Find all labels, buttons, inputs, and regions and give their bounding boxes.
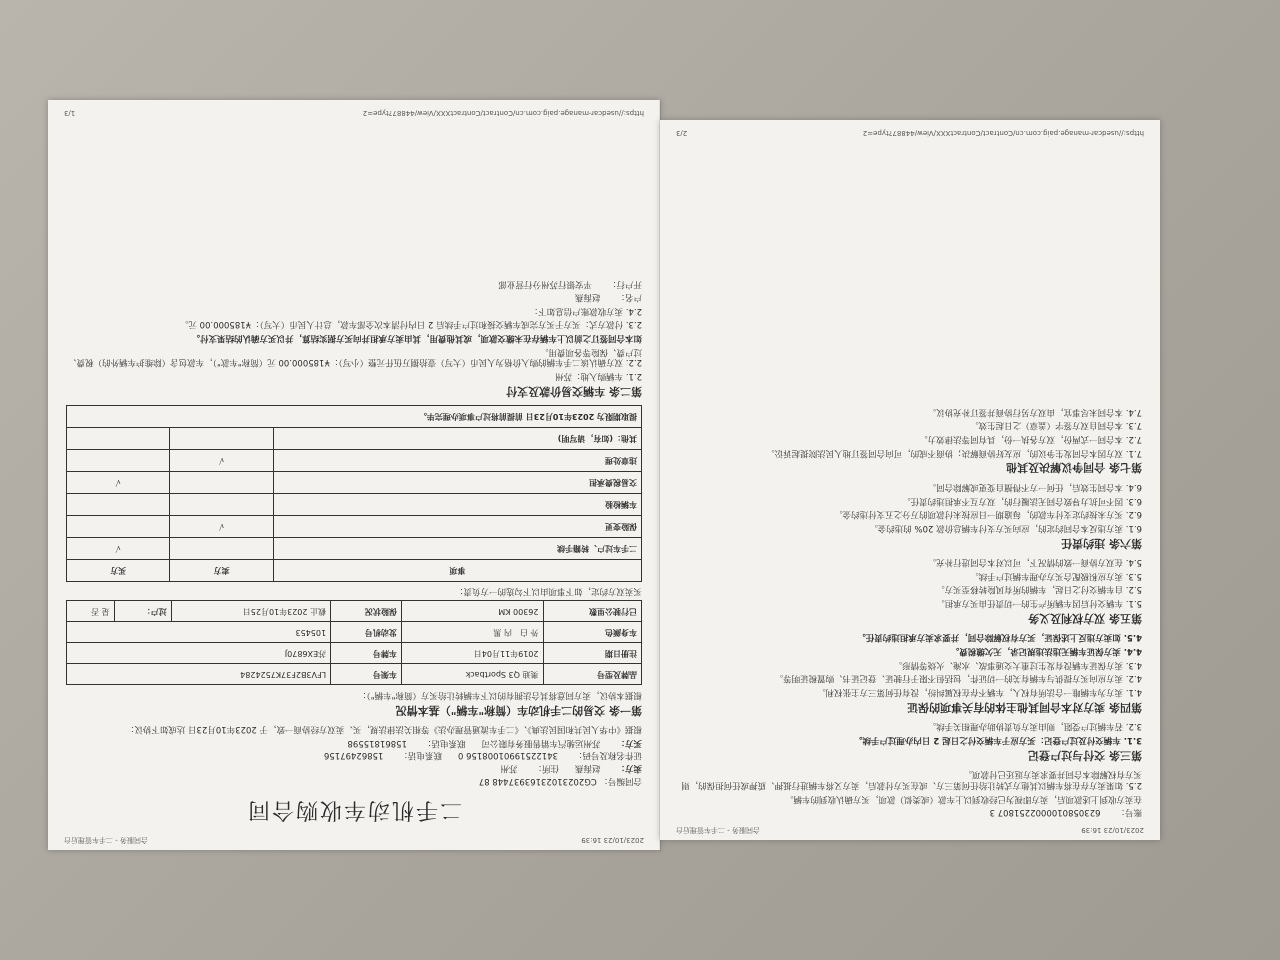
article-1-note: 根据本协议，卖方同意将其合法拥有的以下车辆转让给买方（简称"车辆"）： xyxy=(357,689,642,700)
row-buyer-mark: √ xyxy=(67,537,170,559)
id-value: 34122519901008156 0 xyxy=(457,750,558,761)
seller-id-row xyxy=(66,750,642,761)
insurance-label: 保险状况 xyxy=(331,601,402,622)
clause-2-4b: 在卖方收到上述款项后，卖方即视为已经收到以上车款（或类似）款项，买方确认收到的车辆。 xyxy=(784,793,1142,804)
row-item: 其他：(如有，请写明) xyxy=(273,427,641,449)
clause-4-3: 4.3. 卖方保证车辆没有发生过重大交通事故、水淹、火烧等情形。 xyxy=(893,659,1142,670)
row-item: 交易税费承担 xyxy=(273,471,641,493)
table-row xyxy=(67,427,642,449)
transfer-label: 过户： xyxy=(114,601,171,622)
account-name: 赵海燕 xyxy=(574,292,601,303)
mileage-value: 26300 KM xyxy=(401,601,543,622)
clause-5-2: 5.2. 自车辆交付之日起，车辆的所有风险转移至买方。 xyxy=(936,584,1142,595)
article-3-heading: 第三条 交付与过户登记 xyxy=(1028,748,1142,762)
row-buyer-mark xyxy=(67,515,170,537)
article-5-heading: 第五条 双方权利及义务 xyxy=(1028,611,1142,625)
clause-5-3: 5.3. 卖方应积极配合买方办理车辆过户手续。 xyxy=(970,570,1142,581)
clause-7-4: 7.4. 本合同未尽事宜，由双方另行协商并签订补充协议。 xyxy=(927,406,1142,417)
reg-date-label: 注册日期 xyxy=(543,643,641,664)
clause-4-2: 4.2. 卖方应向买方提供与车辆有关的一切证件，包括但不限于行驶证、登记证书、购置税证明等。 xyxy=(774,673,1142,684)
print-header xyxy=(660,825,1160,840)
color-exterior: 外 白 xyxy=(519,628,539,638)
article-4-heading: 第四条 卖方对本合同其他主体的有关事项的保证 xyxy=(907,700,1142,714)
vehicle-info-table xyxy=(66,600,642,685)
phone-label: 联系电话： xyxy=(399,750,442,761)
clause-2-2: 2.2. 双方确认该二手车辆的购入价格为人民币（大写）壹拾捌万伍仟元整（小写）：¥185000.00 元（简称"车款"），车款包含（除维护车辆外的）税费、过户费、保险等各项费用。 xyxy=(68,346,642,368)
buyer-row xyxy=(66,737,642,748)
clause-4-5: 4.5. 如卖方违反上述保证，买方有权解除合同，并要求卖方承担违约责任。 xyxy=(857,632,1142,643)
table-row xyxy=(67,471,642,493)
print-footer xyxy=(676,128,1144,137)
deliverables-intro: 买卖双方约定，如下事项由以下勾选的一方负责： xyxy=(454,586,642,597)
table-note-row xyxy=(67,405,642,427)
footer-url: https://usedcar-manage.paig.com.cn/Contract/ContractXXX/View/44887?type=2 xyxy=(362,108,644,117)
clause-5-1: 5.1. 车辆交付后因车辆所产生的一切责任由买方承担。 xyxy=(936,598,1142,609)
clause-5-4: 5.4. 在双方协商一致的情况下，可以对本合同进行补充。 xyxy=(927,557,1142,568)
insurance-value: 截止 2023年10月25日 xyxy=(171,601,330,622)
clause-6-3: 6.3. 因不可抗力导致合同无法履行的，双方互不承担违约责任。 xyxy=(902,495,1142,506)
clause-6-1: 6.1. 卖方违反本合同约定的，应向买方支付车辆总价款 20% 的违约金。 xyxy=(869,522,1142,533)
contract-page-2 xyxy=(660,120,1160,840)
table-row xyxy=(67,537,642,559)
print-header-title: 合同服务 - 二手车管理后台 xyxy=(676,826,760,834)
clause-2-warning: 如本合同签订之前以上车辆存在未缴交款项，或其他费用，其由卖方承担并向买方据实结算，并以买方确认的结果支付。 xyxy=(191,333,642,343)
color-label: 车身颜色 xyxy=(543,622,641,643)
row-item: 保险变更 xyxy=(273,515,641,537)
row-item: 车辆检验 xyxy=(273,493,641,515)
reg-date-value: 2019年11月04日 xyxy=(401,643,543,664)
row-buyer-mark xyxy=(67,427,170,449)
print-header xyxy=(48,835,660,850)
col-seller: 卖方 xyxy=(170,559,273,581)
responsibility-table xyxy=(66,405,642,582)
bank-name: 平安银行苏州分行营业部 xyxy=(498,279,592,290)
row-buyer-mark xyxy=(67,493,170,515)
buyer-phone-label: 联系电话： xyxy=(422,737,466,748)
bank-label: 开户行： xyxy=(607,279,642,290)
id-label: 证件名称及号码： xyxy=(573,750,642,761)
contract-no: CG20231023163937448 87 xyxy=(478,775,597,786)
bank-row xyxy=(66,279,642,290)
clause-2-1: 2.1. 车辆购入地：苏州 xyxy=(555,370,642,381)
engine-value: 105453 xyxy=(67,622,331,643)
engine-label: 发动机号 xyxy=(331,622,402,643)
table-row xyxy=(67,493,642,515)
article-6-heading: 第六条 违约责任 xyxy=(1061,536,1142,550)
clause-4-1: 4.1. 卖方为车辆唯一合法所有权人，车辆不存在权属纠纷，没有任何第三方主张权利。 xyxy=(817,687,1142,697)
row-seller-mark: √ xyxy=(170,449,273,471)
clause-2-3: 2.3. 付款方式：买方于买方完成车辆交接和过户手续后 2 日内付清本次全部车款，总计人民币（大写）：¥185000.00 元。 xyxy=(179,319,642,330)
row-item: 违章处理 xyxy=(273,449,641,471)
deliverables-note: 提取期限为 2023年10月23日 前提前将过户事项办理完毕。 xyxy=(67,405,642,427)
color-interior: 内 黑 xyxy=(493,628,512,638)
clause-7-3: 7.3. 本合同自双方签字（盖章）之日起生效。 xyxy=(970,420,1142,431)
footer-url: https://usedcar-manage.paig.com.cn/Contract/ContractXXX/View/44887?type=2 xyxy=(862,128,1144,137)
seller-name: 赵海燕 xyxy=(574,763,601,774)
address-label: 住所： xyxy=(533,763,559,774)
address: 苏州 xyxy=(500,763,518,774)
row-buyer-mark xyxy=(67,449,170,471)
contract-title: 二手机动车收购合同 xyxy=(246,797,463,823)
contract-no-label: 合同编号： xyxy=(599,775,642,786)
clause-4-4: 4.4. 卖方保证车辆无违法违规记录，无欠缴税费。 xyxy=(950,646,1142,657)
clause-3-2: 3.2. 若车辆过户受阻，则由卖方负责协助办理相关手续。 xyxy=(927,721,1142,732)
row-item: 二手车过户、转籍手续 xyxy=(273,537,641,559)
clause-3-1: 3.1. 车辆交付及过户登记：买方应于车辆交付之日起 2 日内办理过户手续。 xyxy=(853,735,1142,745)
clause-7-2: 7.2. 本合同一式两份，双方各执一份，具有同等法律效力。 xyxy=(919,434,1142,444)
row-seller-mark: √ xyxy=(170,515,273,537)
buyer-phone: 15861815598 xyxy=(347,737,407,748)
brand-label: 品牌及型号 xyxy=(543,664,641,685)
print-time: 2023/10/23 16:39 xyxy=(581,836,644,844)
print-time: 2023/10/23 16:39 xyxy=(1081,826,1144,834)
account-number-row xyxy=(678,807,1142,818)
account-no-label: 账号： xyxy=(1116,807,1142,818)
account-no: 6230580100002251807 3 xyxy=(989,807,1101,818)
preamble: 根据《中华人民共和国民法典》、《二手车流通管理办法》等相关法律法规，买、卖双方经协商一致，于 2023年10月23日 达成如下协议： xyxy=(125,724,642,735)
seller-label: 卖方： xyxy=(616,763,642,774)
print-header-title: 合同服务 - 二手车管理后台 xyxy=(64,836,148,844)
row-seller-mark xyxy=(170,427,273,449)
account-name-row xyxy=(66,292,642,303)
footer-page-number: 1/3 xyxy=(64,108,76,117)
phone: 15862497156 xyxy=(323,750,384,761)
brand-value: 奥迪 Q3 Sportback xyxy=(401,664,543,685)
clause-2-4: 2.4. 卖方收款账户信息如下： xyxy=(529,305,642,316)
buyer-name: 苏州运驰汽车销售服务有限公司 xyxy=(481,737,601,748)
row-buyer-mark: √ xyxy=(67,471,170,493)
contract-number-line xyxy=(66,775,642,786)
account-name-label: 户名： xyxy=(616,292,642,303)
mileage-label: 已行驶公里数 xyxy=(543,601,641,622)
article-1-heading: 第一条 交易的二手机动车（简称"车辆"）基本情况 xyxy=(395,703,642,717)
col-item: 事项 xyxy=(273,559,641,581)
table-row xyxy=(67,515,642,537)
clause-7-1: 7.1. 双方因本合同发生争议的，应友好协商解决；协商不成的，可向合同签订地人民法院提起诉讼。 xyxy=(766,447,1142,458)
contract-page-1 xyxy=(48,100,660,850)
vin-label: 车架号 xyxy=(331,664,402,685)
buyer-label: 买方： xyxy=(616,737,642,748)
plate-value: 苏EX6870J xyxy=(67,643,331,664)
clause-6-4: 6.4. 本合同生效后，任何一方不得擅自变更或解除合同。 xyxy=(927,482,1142,492)
footer-page-number: 2/3 xyxy=(676,128,688,137)
row-seller-mark xyxy=(170,537,273,559)
article-2-heading: 第二条 车辆交易价款及支付 xyxy=(506,384,642,398)
table-row xyxy=(67,449,642,471)
row-seller-mark xyxy=(170,471,273,493)
plate-label: 车牌号 xyxy=(331,643,402,664)
row-seller-mark xyxy=(170,493,273,515)
print-footer xyxy=(64,108,644,117)
clause-6-2: 6.2. 买方未按约定支付车款的，每逾期一日应按未付款项的万分之五支付违约金。 xyxy=(834,509,1142,520)
article-7-heading: 第七条 合同争议解决及其他 xyxy=(1006,461,1142,475)
vin-value: LFV3B2F37K7524284 xyxy=(67,664,331,685)
seller-row xyxy=(66,763,642,774)
col-buyer: 买方 xyxy=(67,559,170,581)
clause-2-5: 2.5. 如果卖方存在将车辆以其他方式转让给任何第三方、或在买方付款后，卖方又将车辆进行抵押、质押或任何担保的，则买方有权解除本合同并要求卖方返还已付款项。 xyxy=(681,769,1142,790)
transfer-value: 是 否 xyxy=(67,601,115,622)
